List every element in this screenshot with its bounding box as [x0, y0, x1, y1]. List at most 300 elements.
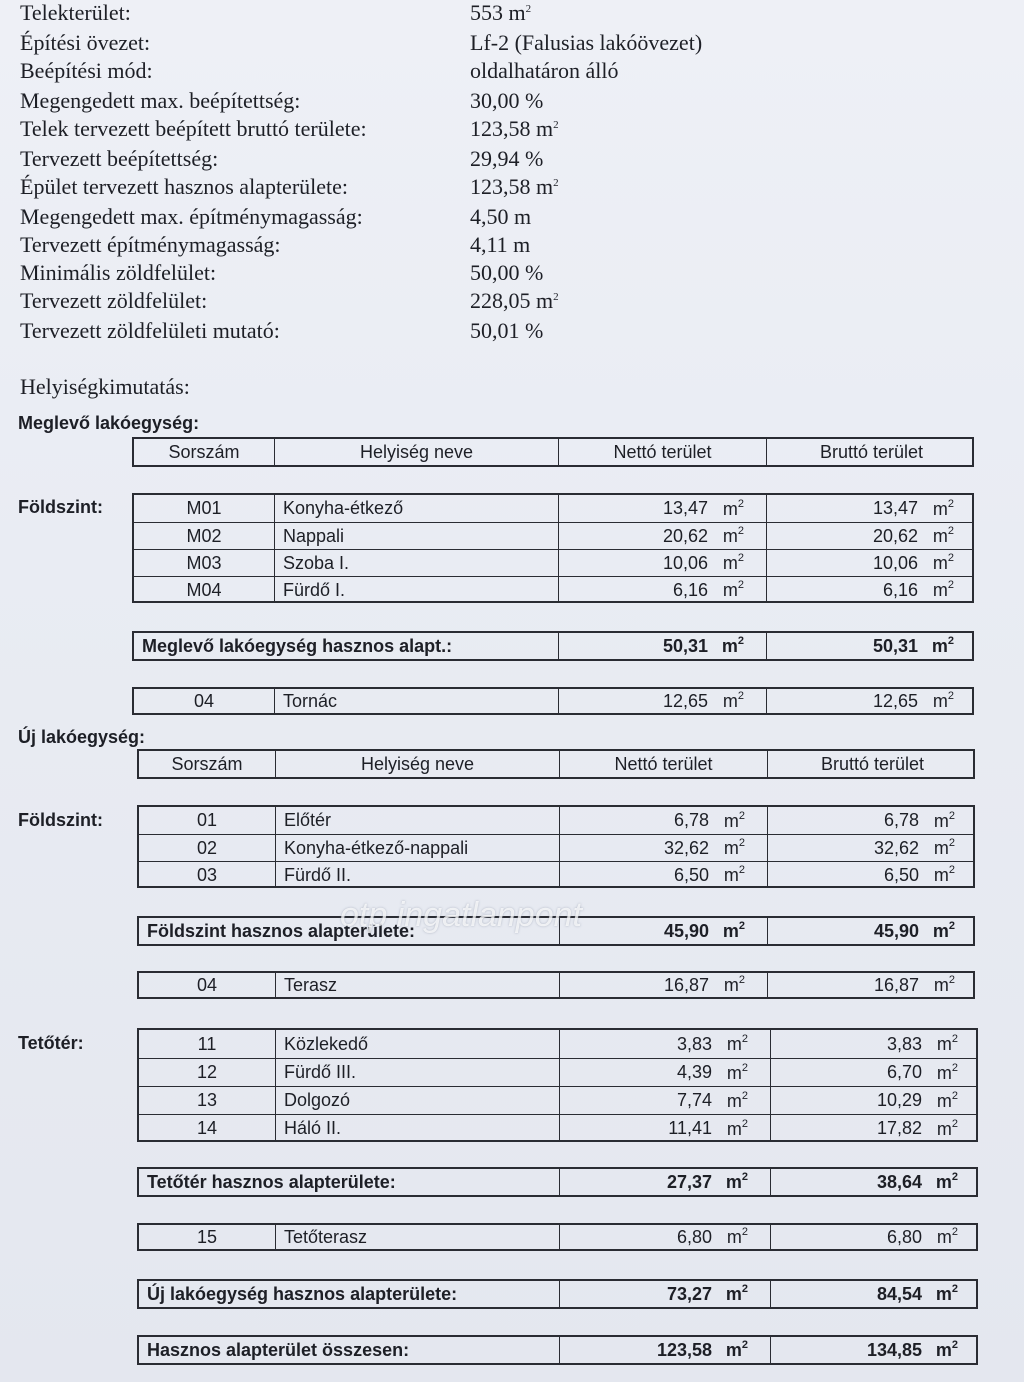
area-unit: [934, 810, 955, 832]
room-id: [139, 807, 275, 834]
unit-sup: 2: [737, 497, 744, 510]
unit-text: m: [723, 865, 739, 885]
area-cell: [558, 550, 766, 576]
spec-label: Beépítési mód:: [20, 58, 153, 83]
room-id-text: 12: [196, 1062, 218, 1082]
area-cell: [559, 918, 767, 944]
column-header-text: Bruttó terület: [820, 753, 925, 774]
unit-sup: 2: [738, 974, 745, 986]
room-name-text: Tetőterasz: [284, 1226, 368, 1247]
spec-value-text: 30,00 %: [470, 88, 544, 113]
area-value: 3,83: [886, 1033, 922, 1054]
area-cell: [766, 689, 976, 713]
area-cell: [558, 495, 766, 522]
room-name-text: Nappali: [283, 525, 345, 546]
room-row: [139, 1030, 976, 1058]
column-header-text: Helyiség neve: [360, 753, 475, 774]
unit-sup: 2: [947, 497, 954, 510]
unit-sup: 2: [737, 635, 744, 647]
unit-text: m: [722, 691, 738, 711]
area-cell: [766, 550, 976, 576]
area-value: 20,62: [872, 525, 918, 546]
total-label: [139, 1337, 559, 1363]
area-cell: [559, 1059, 770, 1086]
area-unit: [933, 525, 954, 547]
unit-text: m: [932, 498, 948, 519]
room-name: [275, 807, 559, 834]
room-name: [274, 577, 558, 603]
spec-value-text: 50,00 %: [470, 260, 544, 285]
total-row: [139, 1281, 976, 1307]
room-id: [139, 1059, 275, 1086]
room-id: [139, 835, 275, 861]
room-id-text: 13: [196, 1090, 218, 1110]
area-value: 50,31: [662, 635, 708, 656]
unit-sup: 2: [737, 525, 744, 537]
room-row: [134, 522, 972, 549]
spec-unit-sup: 2: [553, 291, 559, 303]
total-row: [139, 1337, 976, 1363]
area-unit: [934, 864, 955, 886]
spec-value: [470, 174, 559, 200]
room-row: [134, 549, 972, 576]
room-name-text: Tornác: [283, 690, 338, 711]
column-header-text: Nettó terület: [613, 441, 712, 462]
roof-terrace-table: [137, 1223, 978, 1251]
area-unit: [933, 498, 954, 520]
spec-value-text: 123,58 m: [470, 116, 554, 141]
area-unit: [726, 1283, 748, 1305]
room-id: [134, 495, 274, 522]
area-unit: [933, 920, 955, 942]
room-name: [275, 1225, 559, 1249]
room-id-text: 11: [197, 1033, 217, 1054]
spec-value: [470, 0, 531, 26]
spec-row: [0, 174, 1024, 202]
unit-sup: 2: [741, 1339, 748, 1351]
unit-sup: 2: [741, 1283, 748, 1295]
unit-text: m: [936, 1090, 952, 1111]
room-name: [275, 835, 559, 861]
unit-sup: 2: [741, 1171, 748, 1183]
unit-text: m: [722, 526, 738, 546]
unit-text: m: [722, 553, 738, 573]
area-cell: [766, 633, 976, 659]
column-header-text: Sorszám: [168, 441, 240, 462]
unit-sup: 2: [947, 525, 954, 537]
unit-sup: 2: [738, 809, 745, 822]
unit-sup: 2: [947, 635, 954, 647]
area-cell: [559, 835, 767, 861]
area-cell: [559, 1337, 770, 1363]
area-value: 32,62: [663, 837, 709, 858]
existing-porch-table: [132, 687, 974, 715]
area-unit: [723, 920, 745, 942]
unit-text: m: [726, 1034, 742, 1054]
area-value: 6,78: [673, 810, 709, 830]
area-unit: [936, 1283, 958, 1305]
unit-sup: 2: [951, 1339, 958, 1351]
column-header: [134, 439, 274, 465]
area-unit: [727, 1226, 748, 1248]
column-header: [275, 751, 559, 777]
column-header: [139, 751, 275, 777]
area-unit: [723, 552, 744, 574]
area-cell: [559, 1115, 770, 1142]
room-id-text: 01: [196, 810, 218, 830]
room-row: [139, 861, 973, 888]
unit-text: m: [932, 691, 948, 711]
spec-row: [0, 288, 1024, 316]
room-name: [275, 1115, 559, 1142]
area-value: 6,16: [882, 579, 918, 600]
unit-text: m: [723, 975, 739, 995]
room-id-text: 04: [193, 690, 215, 711]
room-row: [139, 1086, 976, 1114]
area-unit: [934, 837, 955, 859]
room-name: [275, 973, 559, 997]
area-cell: [767, 835, 977, 861]
room-id-text: 03: [196, 864, 218, 885]
area-value: 6,80: [886, 1226, 922, 1247]
spec-row: [0, 58, 1024, 86]
room-id: [139, 1225, 275, 1249]
room-name: [274, 495, 558, 522]
room-row: [139, 834, 973, 861]
total-label-text: Földszint hasznos alapterülete:: [147, 920, 416, 941]
room-id-text: 15: [196, 1226, 218, 1247]
column-header: [766, 439, 976, 465]
area-unit: [724, 864, 745, 886]
floor-label-ground-new: Földszint:: [18, 810, 103, 830]
area-unit: [937, 1033, 958, 1055]
area-cell: [559, 807, 767, 834]
area-value: 17,82: [876, 1118, 922, 1138]
total-label: [139, 1169, 559, 1195]
unit-text: m: [932, 553, 948, 573]
unit-text: m: [725, 1340, 742, 1360]
unit-sup: 2: [948, 974, 955, 986]
attic-rooms-table: [137, 1028, 978, 1142]
total-row: [139, 1169, 976, 1195]
area-cell: [770, 1087, 980, 1114]
area-cell: [770, 1059, 980, 1086]
unit-text: m: [932, 921, 949, 941]
room-id: [134, 577, 274, 603]
spec-label: Tervezett beépítettség:: [20, 146, 219, 171]
room-name: [275, 862, 559, 888]
spec-value: [470, 260, 543, 286]
area-value: 7,74: [676, 1090, 712, 1110]
existing-rooms-table: [132, 493, 974, 603]
room-name-text: Dolgozó: [284, 1090, 351, 1110]
section-title-new: Új lakóegység:: [18, 727, 146, 747]
unit-text: m: [935, 1340, 952, 1360]
spec-value-text: 553 m: [470, 0, 526, 25]
area-value: 12,65: [662, 690, 708, 711]
room-row: [139, 1114, 976, 1142]
spec-value: [470, 318, 543, 344]
area-unit: [932, 635, 954, 657]
spec-label: Minimális zöldfelület:: [20, 260, 217, 285]
area-unit: [726, 1171, 748, 1193]
spec-value: [470, 146, 543, 172]
room-name: [275, 1087, 559, 1114]
spec-value: [470, 30, 702, 56]
spec-label: Építési övezet:: [20, 30, 151, 55]
area-value: 6,50: [673, 864, 709, 885]
spec-value: [470, 116, 559, 142]
unit-sup: 2: [737, 552, 744, 564]
area-unit: [723, 525, 744, 547]
total-label-text: Hasznos alapterület összesen:: [147, 1339, 410, 1360]
area-cell: [559, 1281, 770, 1307]
area-unit: [936, 1339, 958, 1361]
room-name: [275, 1059, 559, 1086]
room-name-text: Szoba I.: [283, 552, 350, 573]
unit-text: m: [725, 1172, 742, 1192]
unit-text: m: [935, 1284, 952, 1304]
floor-label-ground-existing: Földszint:: [18, 497, 103, 517]
unit-text: m: [725, 1284, 742, 1304]
room-name-text: Konyha-étkező: [283, 498, 404, 518]
column-header-text: Helyiség neve: [359, 441, 474, 462]
unit-sup: 2: [951, 1061, 958, 1074]
room-id: [139, 1030, 275, 1058]
area-value: 6,16: [672, 579, 708, 600]
column-header: [767, 751, 977, 777]
area-value: 123,58: [656, 1339, 712, 1360]
total-row: [134, 633, 972, 659]
room-id: [134, 550, 274, 576]
spec-unit-sup: 2: [553, 177, 559, 189]
spec-value: [470, 288, 559, 314]
unit-text: m: [933, 838, 949, 858]
room-name: [274, 523, 558, 549]
area-cell: [770, 1115, 980, 1142]
area-cell: [559, 1169, 770, 1195]
area-cell: [767, 973, 977, 997]
area-value: 16,87: [873, 974, 919, 995]
spec-row: [0, 260, 1024, 288]
area-unit: [937, 1062, 958, 1084]
room-id-text: M01: [186, 498, 222, 518]
spec-row: [0, 0, 1024, 28]
spec-unit-sup: 2: [525, 3, 532, 15]
room-row: [134, 689, 972, 713]
area-cell: [766, 495, 976, 522]
area-cell: [766, 577, 976, 603]
area-cell: [770, 1030, 980, 1058]
unit-text: m: [932, 526, 948, 546]
unit-sup: 2: [948, 837, 955, 849]
area-unit: [727, 1090, 748, 1112]
area-value: 6,80: [676, 1226, 712, 1247]
area-unit: [937, 1090, 958, 1112]
room-id: [139, 1115, 275, 1142]
area-unit: [722, 635, 744, 657]
spec-label: Megengedett max. építménymagasság:: [20, 204, 363, 229]
unit-text: m: [936, 1227, 952, 1247]
area-value: 6,78: [883, 810, 919, 830]
room-name-text: Konyha-étkező-nappali: [284, 837, 469, 858]
existing-header-table: [132, 437, 974, 467]
column-header-text: Nettó terület: [614, 753, 713, 774]
area-value: 3,83: [676, 1033, 712, 1054]
spec-row: [0, 318, 1024, 346]
room-id: [134, 523, 274, 549]
unit-text: m: [726, 1062, 742, 1083]
unit-sup: 2: [741, 1061, 748, 1074]
spec-value-text: 228,05 m: [470, 288, 554, 313]
unit-sup: 2: [738, 864, 745, 876]
spec-row: [0, 88, 1024, 116]
area-value: 13,47: [662, 498, 708, 518]
column-header-text: Sorszám: [171, 753, 243, 774]
area-value: 6,50: [883, 864, 919, 885]
column-header: [559, 751, 767, 777]
room-name-text: Terasz: [284, 974, 338, 995]
area-unit: [723, 690, 744, 712]
watermark: otp ingatlanpont: [340, 896, 582, 934]
floor-label-attic: Tetőtér:: [18, 1033, 84, 1053]
unit-text: m: [722, 580, 738, 600]
unit-text: m: [936, 1118, 952, 1139]
room-name-text: Fürdő I.: [283, 579, 346, 600]
area-value: 6,70: [886, 1062, 922, 1082]
unit-sup: 2: [741, 1089, 748, 1102]
area-value: 13,47: [872, 498, 918, 518]
room-row: [139, 1058, 976, 1086]
spec-row: [0, 116, 1024, 144]
room-id-text: 04: [196, 974, 218, 995]
room-id-text: 14: [196, 1118, 218, 1138]
spec-label: Tervezett építménymagasság:: [20, 232, 281, 257]
spec-value-text: 29,94 %: [470, 146, 544, 171]
area-cell: [559, 862, 767, 888]
spec-value: [470, 204, 531, 230]
new-ground-rooms-table: [137, 805, 975, 888]
unit-sup: 2: [737, 579, 744, 591]
column-header: [558, 439, 766, 465]
area-cell: [770, 1169, 980, 1195]
room-row: [139, 973, 973, 997]
area-value: 32,62: [873, 837, 919, 858]
unit-text: m: [933, 865, 949, 885]
area-value: 73,27: [666, 1283, 712, 1304]
area-cell: [558, 689, 766, 713]
spec-label: Megengedett max. beépítettség:: [20, 88, 301, 113]
room-name: [275, 1030, 559, 1058]
area-cell: [766, 523, 976, 549]
room-id: [139, 862, 275, 888]
area-unit: [937, 1226, 958, 1248]
total-label: [139, 1281, 559, 1307]
spec-label: Tervezett zöldfelületi mutató:: [20, 318, 280, 343]
area-unit: [727, 1062, 748, 1084]
room-name: [274, 689, 558, 713]
area-cell: [770, 1225, 980, 1249]
area-cell: [558, 523, 766, 549]
area-value: 12,65: [872, 690, 918, 711]
unit-sup: 2: [951, 1226, 958, 1238]
header-row: [139, 751, 973, 777]
area-cell: [559, 1225, 770, 1249]
spec-value-text: 4,11 m: [470, 232, 531, 257]
area-unit: [934, 974, 955, 996]
area-unit: [724, 974, 745, 996]
unit-sup: 2: [951, 1171, 958, 1183]
area-value: 10,06: [872, 552, 918, 573]
area-cell: [558, 633, 766, 659]
area-unit: [936, 1171, 958, 1193]
area-unit: [723, 498, 744, 520]
unit-text: m: [936, 1062, 952, 1083]
room-row: [134, 495, 972, 522]
spec-row: [0, 30, 1024, 58]
unit-sup: 2: [947, 552, 954, 564]
unit-sup: 2: [951, 1089, 958, 1102]
grand-total-table: [137, 1335, 978, 1365]
unit-sup: 2: [951, 1283, 958, 1295]
room-row: [139, 1225, 976, 1249]
area-cell: [767, 807, 977, 834]
area-unit: [727, 1033, 748, 1055]
unit-sup: 2: [951, 1117, 958, 1130]
spec-label: Épület tervezett hasznos alapterülete:: [20, 174, 349, 199]
area-value: 27,37: [666, 1171, 712, 1192]
unit-text: m: [726, 1090, 742, 1111]
unit-sup: 2: [738, 920, 745, 932]
area-unit: [933, 690, 954, 712]
area-unit: [937, 1118, 958, 1140]
area-cell: [559, 973, 767, 997]
new-header-table: [137, 749, 975, 779]
header-row: [134, 439, 972, 465]
room-list-title: Helyiségkimutatás:: [20, 374, 190, 399]
total-label-text: Meglevő lakóegység hasznos alapt.:: [142, 635, 453, 656]
unit-text: m: [726, 1118, 742, 1139]
room-id: [139, 973, 275, 997]
area-cell: [559, 1030, 770, 1058]
unit-text: m: [935, 1172, 952, 1192]
unit-sup: 2: [948, 809, 955, 822]
room-name-text: Fürdő III.: [284, 1062, 357, 1082]
spec-row: [0, 146, 1024, 174]
total-label: [134, 633, 558, 659]
existing-total-table: [132, 631, 974, 661]
area-cell: [558, 577, 766, 603]
area-value: 50,31: [872, 635, 918, 656]
area-unit: [724, 837, 745, 859]
unit-text: m: [722, 498, 738, 519]
area-unit: [727, 1118, 748, 1140]
spec-row: [0, 232, 1024, 260]
unit-text: m: [933, 810, 949, 831]
unit-sup: 2: [741, 1226, 748, 1238]
room-id: [134, 689, 274, 713]
unit-sup: 2: [737, 690, 744, 702]
room-name-text: Fürdő II.: [284, 864, 352, 885]
area-cell: [767, 862, 977, 888]
attic-total-table: [137, 1167, 978, 1197]
area-value: 134,85: [866, 1339, 922, 1360]
new-terrace-table: [137, 971, 975, 999]
column-header-text: Bruttó terület: [819, 441, 924, 462]
area-unit: [933, 579, 954, 601]
spec-value-text: oldalhatáron álló: [470, 58, 619, 83]
area-cell: [770, 1281, 980, 1307]
